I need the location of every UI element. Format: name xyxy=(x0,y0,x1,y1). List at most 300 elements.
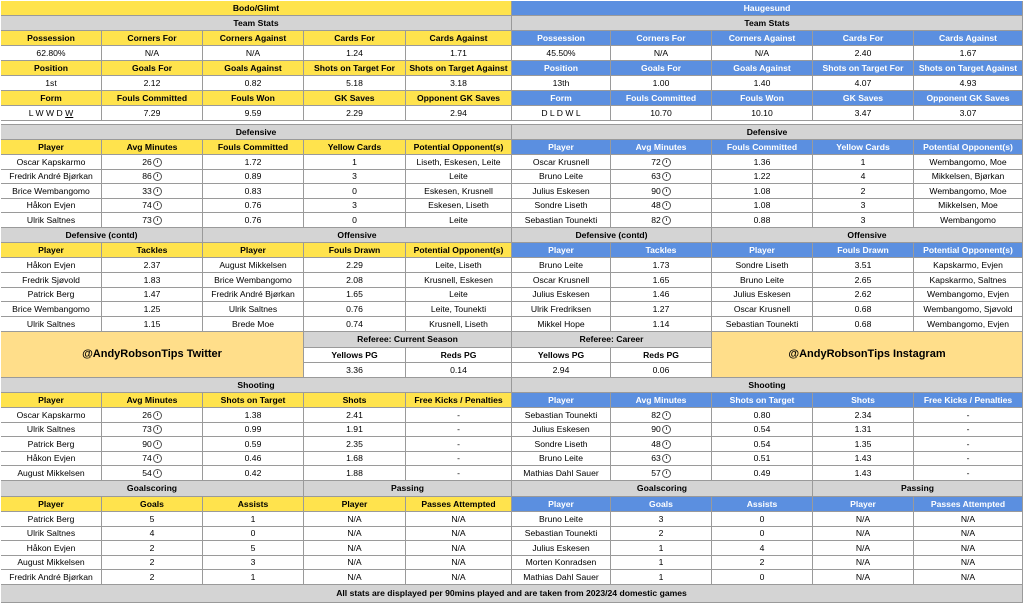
goalscoring-row-cell-text: 2 xyxy=(759,557,765,568)
defensive-row-cell xyxy=(712,170,813,184)
offensive-row-cell xyxy=(203,302,304,317)
goalscoring-row-cell xyxy=(512,556,611,570)
team-stat-value-text: 7.29 xyxy=(143,107,161,118)
team-stat-value-text: N/A xyxy=(653,47,669,58)
team-stat-value-text: 13th xyxy=(552,77,570,88)
goalscoring-row-cell xyxy=(712,527,813,541)
tackles-row-cell-text: 2.37 xyxy=(143,259,161,270)
team-stat-header: Shots on Target For xyxy=(304,61,406,76)
shooting-row-cell xyxy=(512,466,611,481)
team-stat-value xyxy=(203,76,304,91)
defensive-row-cell xyxy=(914,199,1023,213)
shooting-row-cell-text: 0.54 xyxy=(753,424,771,435)
offensive-row-cell-text: 0.68 xyxy=(854,318,872,329)
goalscoring-row-cell xyxy=(712,541,813,556)
team-stat-header: Possession xyxy=(1,31,102,46)
shooting-row-cell xyxy=(1,452,102,466)
shooting-header: Avg Minutes xyxy=(611,393,712,408)
goalscoring-row-cell xyxy=(1,541,102,556)
shooting-row-cell-text: 1.43 xyxy=(854,467,872,478)
form-guide xyxy=(1,106,102,121)
team-stat-value xyxy=(813,106,914,121)
offensive-row-cell xyxy=(203,288,304,302)
offensive-row-cell-text: Leite xyxy=(449,289,468,300)
team-stat-header: Corners Against xyxy=(203,31,304,46)
shooting-row-cell xyxy=(406,466,512,481)
defensive-row-cell xyxy=(712,155,813,170)
offensive-row-cell xyxy=(813,258,914,273)
defensive-row-cell-text: Eskesen, Liseth xyxy=(428,200,489,211)
defensive-row-cell xyxy=(512,213,611,228)
defensive-row-cell-text: Leite xyxy=(449,171,468,182)
team-stat-header: Goals Against xyxy=(203,61,304,76)
defensive-row-cell xyxy=(406,213,512,228)
referee-header: Yellows PG xyxy=(304,348,406,363)
goalscoring-row-cell-text: Morten Konradsen xyxy=(525,557,597,568)
shooting-row-cell-text: 48 xyxy=(651,438,661,449)
passing-title: Passing xyxy=(813,481,1023,497)
goalscoring-header: Goals xyxy=(102,497,203,512)
tackles-row-cell-text: Fredrik Sjøvold xyxy=(22,274,80,285)
defensive-row-cell xyxy=(102,199,203,213)
shooting-row-cell-text: - xyxy=(457,424,460,435)
defensive-row-cell-text: 0.76 xyxy=(244,214,262,225)
shooting-row-cell xyxy=(712,452,813,466)
offensive-row-cell xyxy=(304,317,406,332)
team-stat-value xyxy=(304,46,406,61)
goalscoring-row-cell-text: 4 xyxy=(149,528,155,539)
form-guide xyxy=(512,106,611,121)
team-stat-header: Form xyxy=(1,91,102,106)
tackles-header: Tackles xyxy=(102,243,203,258)
shooting-row-cell-text: Mathias Dahl Sauer xyxy=(523,467,599,478)
goalscoring-row-cell xyxy=(203,570,304,585)
defensive-row-cell-text: Mikkelsen, Bjørkan xyxy=(931,171,1005,182)
defensive-row-cell-text: Mikkelsen, Moe xyxy=(938,200,998,211)
referee-career-yellows xyxy=(512,363,611,378)
team-stat-value xyxy=(813,46,914,61)
passing-row-cell xyxy=(406,512,512,527)
shooting-row-cell-text: Patrick Berg xyxy=(27,438,75,449)
team-stat-value-text: 2.29 xyxy=(346,107,363,118)
shooting-row-cell-text: 90 xyxy=(142,438,152,449)
defensive-row-cell-text: 3 xyxy=(352,200,357,211)
tackles-row-cell xyxy=(1,258,102,273)
defensive-row-cell-text: 73 xyxy=(142,214,152,225)
goalscoring-row-cell-text: Mathias Dahl Sauer xyxy=(523,571,599,582)
goalscoring-row-cell xyxy=(611,541,712,556)
shooting-row-cell xyxy=(406,437,512,452)
defensive-row-cell-text: 0.83 xyxy=(244,185,262,196)
defensive-row-cell-text: Brice Wembangomo xyxy=(12,185,90,196)
team-stat-header: Fouls Won xyxy=(712,91,813,106)
shooting-row-cell xyxy=(914,466,1023,481)
goalscoring-row-cell xyxy=(102,541,203,556)
team-stat-value-text: D L D W L xyxy=(541,107,581,118)
defensive-row-cell xyxy=(611,170,712,184)
passing-row-cell xyxy=(914,541,1023,556)
offensive-row-cell-text: Julius Eskesen xyxy=(733,289,791,300)
clock-icon xyxy=(662,158,671,167)
offensive-header: Player xyxy=(203,243,304,258)
defensive-header: Potential Opponent(s) xyxy=(406,140,512,155)
clock-icon xyxy=(662,187,671,196)
shooting-row-cell-text: 0.46 xyxy=(244,453,262,464)
tackles-row-cell xyxy=(1,288,102,302)
shooting-row-cell xyxy=(406,423,512,437)
tackles-row-cell xyxy=(512,317,611,332)
defensive-row-cell-text: Wembangomo, Moe xyxy=(929,185,1007,196)
tackles-row-cell xyxy=(1,273,102,288)
team-stat-header: Shots on Target For xyxy=(813,61,914,76)
team-stat-value-text: 10.10 xyxy=(751,107,773,118)
team-stat-value xyxy=(712,76,813,91)
shooting-row-cell xyxy=(102,466,203,481)
passing-header: Player xyxy=(813,497,914,512)
passing-header: Player xyxy=(304,497,406,512)
defensive-row-cell xyxy=(712,184,813,199)
defensive-row-cell xyxy=(203,199,304,213)
team-stat-header: Corners For xyxy=(611,31,712,46)
passing-row-cell-text: N/A xyxy=(855,571,871,582)
goalscoring-row-cell xyxy=(512,541,611,556)
shooting-row-cell xyxy=(611,466,712,481)
defensive-row-cell-text: 3 xyxy=(860,214,866,225)
goalscoring-row-cell-text: Julius Eskesen xyxy=(532,542,590,553)
passing-row-cell-text: N/A xyxy=(347,571,362,582)
defensive-row-cell xyxy=(512,199,611,213)
passing-row-cell-text: N/A xyxy=(451,542,466,553)
defensive-header: Fouls Committed xyxy=(203,140,304,155)
passing-row-cell xyxy=(406,570,512,585)
defensive-header: Avg Minutes xyxy=(102,140,203,155)
shooting-row-cell xyxy=(304,466,406,481)
offensive-row-cell xyxy=(304,273,406,288)
goalscoring-row-cell xyxy=(102,570,203,585)
shooting-row-cell-text: 1.35 xyxy=(854,438,872,449)
shooting-row-cell-text: 1.38 xyxy=(244,409,262,420)
defensive-title: Defensive xyxy=(1,125,512,140)
defensive-row-cell xyxy=(203,170,304,184)
shooting-row-cell-text: - xyxy=(457,453,460,464)
team-stat-value-text: 4.07 xyxy=(854,77,872,88)
team-stat-header: Fouls Committed xyxy=(102,91,203,106)
shooting-header: Shots on Target xyxy=(712,393,813,408)
shooting-row-cell xyxy=(203,437,304,452)
defensive-row-cell-text: 82 xyxy=(651,214,661,225)
defensive-row-cell-text: 0 xyxy=(352,185,357,196)
goalscoring-row-cell-text: 2 xyxy=(149,557,155,568)
shooting-row-cell xyxy=(203,423,304,437)
clock-icon xyxy=(153,440,162,449)
offensive-row-cell xyxy=(406,288,512,302)
goalscoring-row-cell xyxy=(611,570,712,585)
team-stat-header: Goals For xyxy=(102,61,203,76)
goalscoring-row-cell xyxy=(1,527,102,541)
offensive-row-cell-text: Fredrik André Bjørkan xyxy=(211,289,295,300)
team-stat-value xyxy=(102,46,203,61)
team-stat-value-text: 3.07 xyxy=(959,107,977,118)
offensive-row-cell-text: Wembangomo, Sjøvold xyxy=(923,303,1013,314)
team-stat-value xyxy=(406,106,512,121)
tackles-header: Player xyxy=(1,243,102,258)
shooting-row-cell xyxy=(712,423,813,437)
team-stat-value-text: 3.18 xyxy=(450,77,467,88)
goalscoring-row-cell-text: Ulrik Saltnes xyxy=(26,528,76,539)
passing-title: Passing xyxy=(304,481,512,497)
shooting-row-cell-text: Sebastian Tounekti xyxy=(524,409,598,420)
team-stat-header: Goals For xyxy=(611,61,712,76)
form-latest: W xyxy=(65,107,74,118)
defensive-row-cell-text: Fredrik André Bjørkan xyxy=(9,171,93,182)
defensive-row-cell-text: Håkon Evjen xyxy=(26,200,76,211)
passing-row-cell-text: N/A xyxy=(855,542,871,553)
goalscoring-row-cell-text: 5 xyxy=(149,513,155,524)
offensive-header: Potential Opponent(s) xyxy=(914,243,1023,258)
defensive-row-cell xyxy=(813,170,914,184)
offensive-row-cell-text: 3.51 xyxy=(854,259,872,270)
defensive-header: Yellow Cards xyxy=(304,140,406,155)
shooting-row-cell-text: 57 xyxy=(651,467,661,478)
offensive-row-cell xyxy=(813,302,914,317)
defensive-header: Fouls Committed xyxy=(712,140,813,155)
passing-row-cell-text: N/A xyxy=(451,513,466,524)
passing-row-cell xyxy=(813,556,914,570)
shooting-row-cell-text: 2.41 xyxy=(346,409,363,420)
offensive-row-cell-text: Oscar Krusnell xyxy=(733,303,791,314)
shooting-row-cell-text: 0.99 xyxy=(244,424,262,435)
shooting-row-cell-text: - xyxy=(457,409,460,420)
team-stat-header: Corners Against xyxy=(712,31,813,46)
shooting-row-cell-text: 1.68 xyxy=(346,453,363,464)
referee-header: Reds PG xyxy=(406,348,512,363)
defensive-row-cell-text: Wembangomo, Moe xyxy=(929,156,1007,167)
defensive-row-cell xyxy=(304,213,406,228)
shooting-row-cell-text: 26 xyxy=(142,409,152,420)
clock-icon xyxy=(153,454,162,463)
offensive-row-cell-text: 0.68 xyxy=(854,303,872,314)
offensive-row-cell-text: 0.76 xyxy=(346,303,363,314)
clock-icon xyxy=(153,172,162,181)
offensive-row-cell-text: Bruno Leite xyxy=(740,274,784,285)
goalscoring-row-cell xyxy=(512,512,611,527)
goalscoring-row-cell-text: 2 xyxy=(149,571,155,582)
goalscoring-row-cell-text: 0 xyxy=(759,513,765,524)
shooting-row-cell-text: 82 xyxy=(651,409,661,420)
shooting-row-cell xyxy=(406,408,512,423)
goalscoring-row-cell xyxy=(1,556,102,570)
shooting-row-cell xyxy=(512,408,611,423)
tackles-row-cell xyxy=(611,288,712,302)
offensive-row-cell-text: 0.74 xyxy=(346,318,363,329)
goalscoring-row-cell-text: 3 xyxy=(250,557,256,568)
defensive-row-cell-text: 1.36 xyxy=(753,156,771,167)
defensive-row-cell-text: Sondre Liseth xyxy=(534,200,588,211)
defensive-row-cell xyxy=(914,184,1023,199)
footer-note: All stats are displayed per 90mins played and are taken from 2023/24 domestic games xyxy=(1,585,1023,603)
clock-icon xyxy=(662,201,671,210)
goalscoring-row-cell-text: 5 xyxy=(250,542,256,553)
defensive-row-cell-text: 0.89 xyxy=(244,171,262,182)
referee-career-reds-text: 0.06 xyxy=(652,364,670,375)
defensive-row-cell-text: Bruno Leite xyxy=(539,171,583,182)
shooting-row-cell-text: 54 xyxy=(142,467,152,478)
offensive-row-cell-text: August Mikkelsen xyxy=(219,259,287,270)
tackles-row-cell-text: 1.27 xyxy=(652,303,670,314)
clock-icon xyxy=(662,425,671,434)
shooting-row-cell-text: 2.34 xyxy=(854,409,872,420)
offensive-row-cell-text: Krusnell, Liseth xyxy=(429,318,488,329)
referee-career-title: Referee: Career xyxy=(512,332,712,348)
passing-row-cell-text: N/A xyxy=(347,513,362,524)
team-stat-value xyxy=(1,46,102,61)
goalscoring-row-cell-text: 4 xyxy=(759,542,765,553)
defensive-row-cell-text: Leite xyxy=(449,214,468,225)
shooting-row-cell xyxy=(914,423,1023,437)
offensive-row-cell xyxy=(712,258,813,273)
defensive-row-cell xyxy=(304,155,406,170)
passing-row-cell xyxy=(813,527,914,541)
clock-icon xyxy=(662,216,671,225)
defensive-row-cell xyxy=(813,213,914,228)
team-stat-value-text: 2.12 xyxy=(143,77,161,88)
passing-row-cell-text: N/A xyxy=(347,557,362,568)
passing-row-cell xyxy=(304,541,406,556)
offensive-row-cell-text: Ulrik Saltnes xyxy=(228,303,278,314)
team-stat-header: Opponent GK Saves xyxy=(914,91,1023,106)
team-stat-value xyxy=(512,46,611,61)
shooting-header: Free Kicks / Penalties xyxy=(914,393,1023,408)
shooting-row-cell-text: 0.49 xyxy=(753,467,771,478)
defensive-row-cell-text: 1.72 xyxy=(244,156,262,167)
shooting-header: Free Kicks / Penalties xyxy=(406,393,512,408)
clock-icon xyxy=(662,469,671,478)
shooting-row-cell xyxy=(102,408,203,423)
tackles-row-cell-text: Brice Wembangomo xyxy=(12,303,90,314)
defensive-row-cell xyxy=(611,199,712,213)
passing-row-cell xyxy=(304,556,406,570)
defensive-row-cell xyxy=(304,199,406,213)
shooting-row-cell-text: 0.54 xyxy=(753,438,771,449)
passing-row-cell-text: N/A xyxy=(451,571,466,582)
offensive-header: Potential Opponent(s) xyxy=(406,243,512,258)
offensive-row-cell-text: Leite, Liseth xyxy=(435,259,482,270)
shooting-row-cell-text: - xyxy=(966,409,970,420)
defensive-row-cell-text: 1.22 xyxy=(753,171,771,182)
team-stat-header: Position xyxy=(512,61,611,76)
shooting-header: Avg Minutes xyxy=(102,393,203,408)
tackles-row-cell-text: 1.73 xyxy=(652,259,670,270)
offensive-row-cell-text: Kapskarmo, Saltnes xyxy=(929,274,1007,285)
team-stat-header: Shots on Target Against xyxy=(406,61,512,76)
tackles-row-cell-text: Ulrik Saltnes xyxy=(26,318,76,329)
passing-row-cell-text: N/A xyxy=(960,542,976,553)
clock-icon xyxy=(662,440,671,449)
defensive-row-cell-text: 72 xyxy=(651,156,661,167)
team-stat-value-text: 3.47 xyxy=(854,107,872,118)
shooting-row-cell xyxy=(1,437,102,452)
offensive-row-cell-text: 2.08 xyxy=(346,274,363,285)
team-stat-value-text: N/A xyxy=(754,47,770,58)
shooting-header: Player xyxy=(512,393,611,408)
defensive-row-cell xyxy=(102,184,203,199)
clock-icon xyxy=(662,411,671,420)
referee-header: Yellows PG xyxy=(512,348,611,363)
team-stat-header: Cards For xyxy=(813,31,914,46)
shooting-row-cell xyxy=(102,452,203,466)
passing-row-cell-text: N/A xyxy=(960,528,976,539)
defensive-row-cell xyxy=(102,170,203,184)
clock-icon xyxy=(153,158,162,167)
goalscoring-row-cell-text: 1 xyxy=(658,542,664,553)
team-stat-header: GK Saves xyxy=(304,91,406,106)
team-stat-header: Shots on Target Against xyxy=(914,61,1023,76)
defensive-row-cell xyxy=(512,184,611,199)
tackles-row-cell-text: Mikkel Hope xyxy=(537,318,585,329)
shooting-row-cell xyxy=(914,452,1023,466)
team-stats-title: Team Stats xyxy=(512,16,1023,31)
goalscoring-row-cell-text: Håkon Evjen xyxy=(26,542,76,553)
tackles-row-cell xyxy=(611,258,712,273)
team-stat-value xyxy=(611,46,712,61)
team-stat-header: Fouls Committed xyxy=(611,91,712,106)
team-stat-value-text: 1st xyxy=(45,77,57,88)
tackles-row-cell-text: Håkon Evjen xyxy=(26,259,76,270)
goalscoring-row-cell xyxy=(1,512,102,527)
defensive-row-cell-text: Sebastian Tounekti xyxy=(524,214,598,225)
shooting-row-cell xyxy=(304,437,406,452)
team-stat-value-text: 1.00 xyxy=(652,77,670,88)
offensive-title: Offensive xyxy=(203,228,512,243)
offensive-row-cell xyxy=(304,302,406,317)
goalscoring-row-cell xyxy=(512,570,611,585)
passing-row-cell xyxy=(813,512,914,527)
offensive-row-cell xyxy=(712,288,813,302)
referee-season-yellows xyxy=(304,363,406,378)
team-stat-header: Cards Against xyxy=(914,31,1023,46)
defensive-row-cell xyxy=(1,155,102,170)
shooting-row-cell-text: Bruno Leite xyxy=(539,453,583,464)
defensive-row-cell-text: 63 xyxy=(651,171,661,182)
shooting-row-cell-text: - xyxy=(966,424,970,435)
passing-row-cell-text: N/A xyxy=(347,542,362,553)
goalscoring-row-cell xyxy=(203,512,304,527)
team-stat-value-text: 2.94 xyxy=(450,107,467,118)
team-stats-title: Team Stats xyxy=(1,16,512,31)
tackles-row-cell xyxy=(102,302,203,317)
goalscoring-row-cell-text: 0 xyxy=(759,528,765,539)
defensive-row-cell-text: 1.08 xyxy=(753,185,771,196)
passing-row-cell xyxy=(304,570,406,585)
team-stat-value-text: 45.50% xyxy=(546,47,576,58)
offensive-row-cell xyxy=(813,273,914,288)
passing-row-cell xyxy=(914,512,1023,527)
team-stat-value-text: 1.24 xyxy=(346,47,363,58)
defensive-row-cell xyxy=(813,184,914,199)
team-stat-header: Possession xyxy=(512,31,611,46)
goalscoring-row-cell xyxy=(712,512,813,527)
offensive-row-cell xyxy=(712,302,813,317)
defensive-row-cell-text: 86 xyxy=(142,171,152,182)
defensive-row-cell-text: 1.08 xyxy=(753,200,771,211)
shooting-row-cell xyxy=(102,437,203,452)
defensive-row-cell-text: 26 xyxy=(142,156,152,167)
shooting-row-cell xyxy=(203,408,304,423)
goalscoring-row-cell xyxy=(611,527,712,541)
offensive-row-cell xyxy=(712,273,813,288)
defensive-row-cell xyxy=(712,213,813,228)
defensive-row-cell-text: 48 xyxy=(651,200,661,211)
